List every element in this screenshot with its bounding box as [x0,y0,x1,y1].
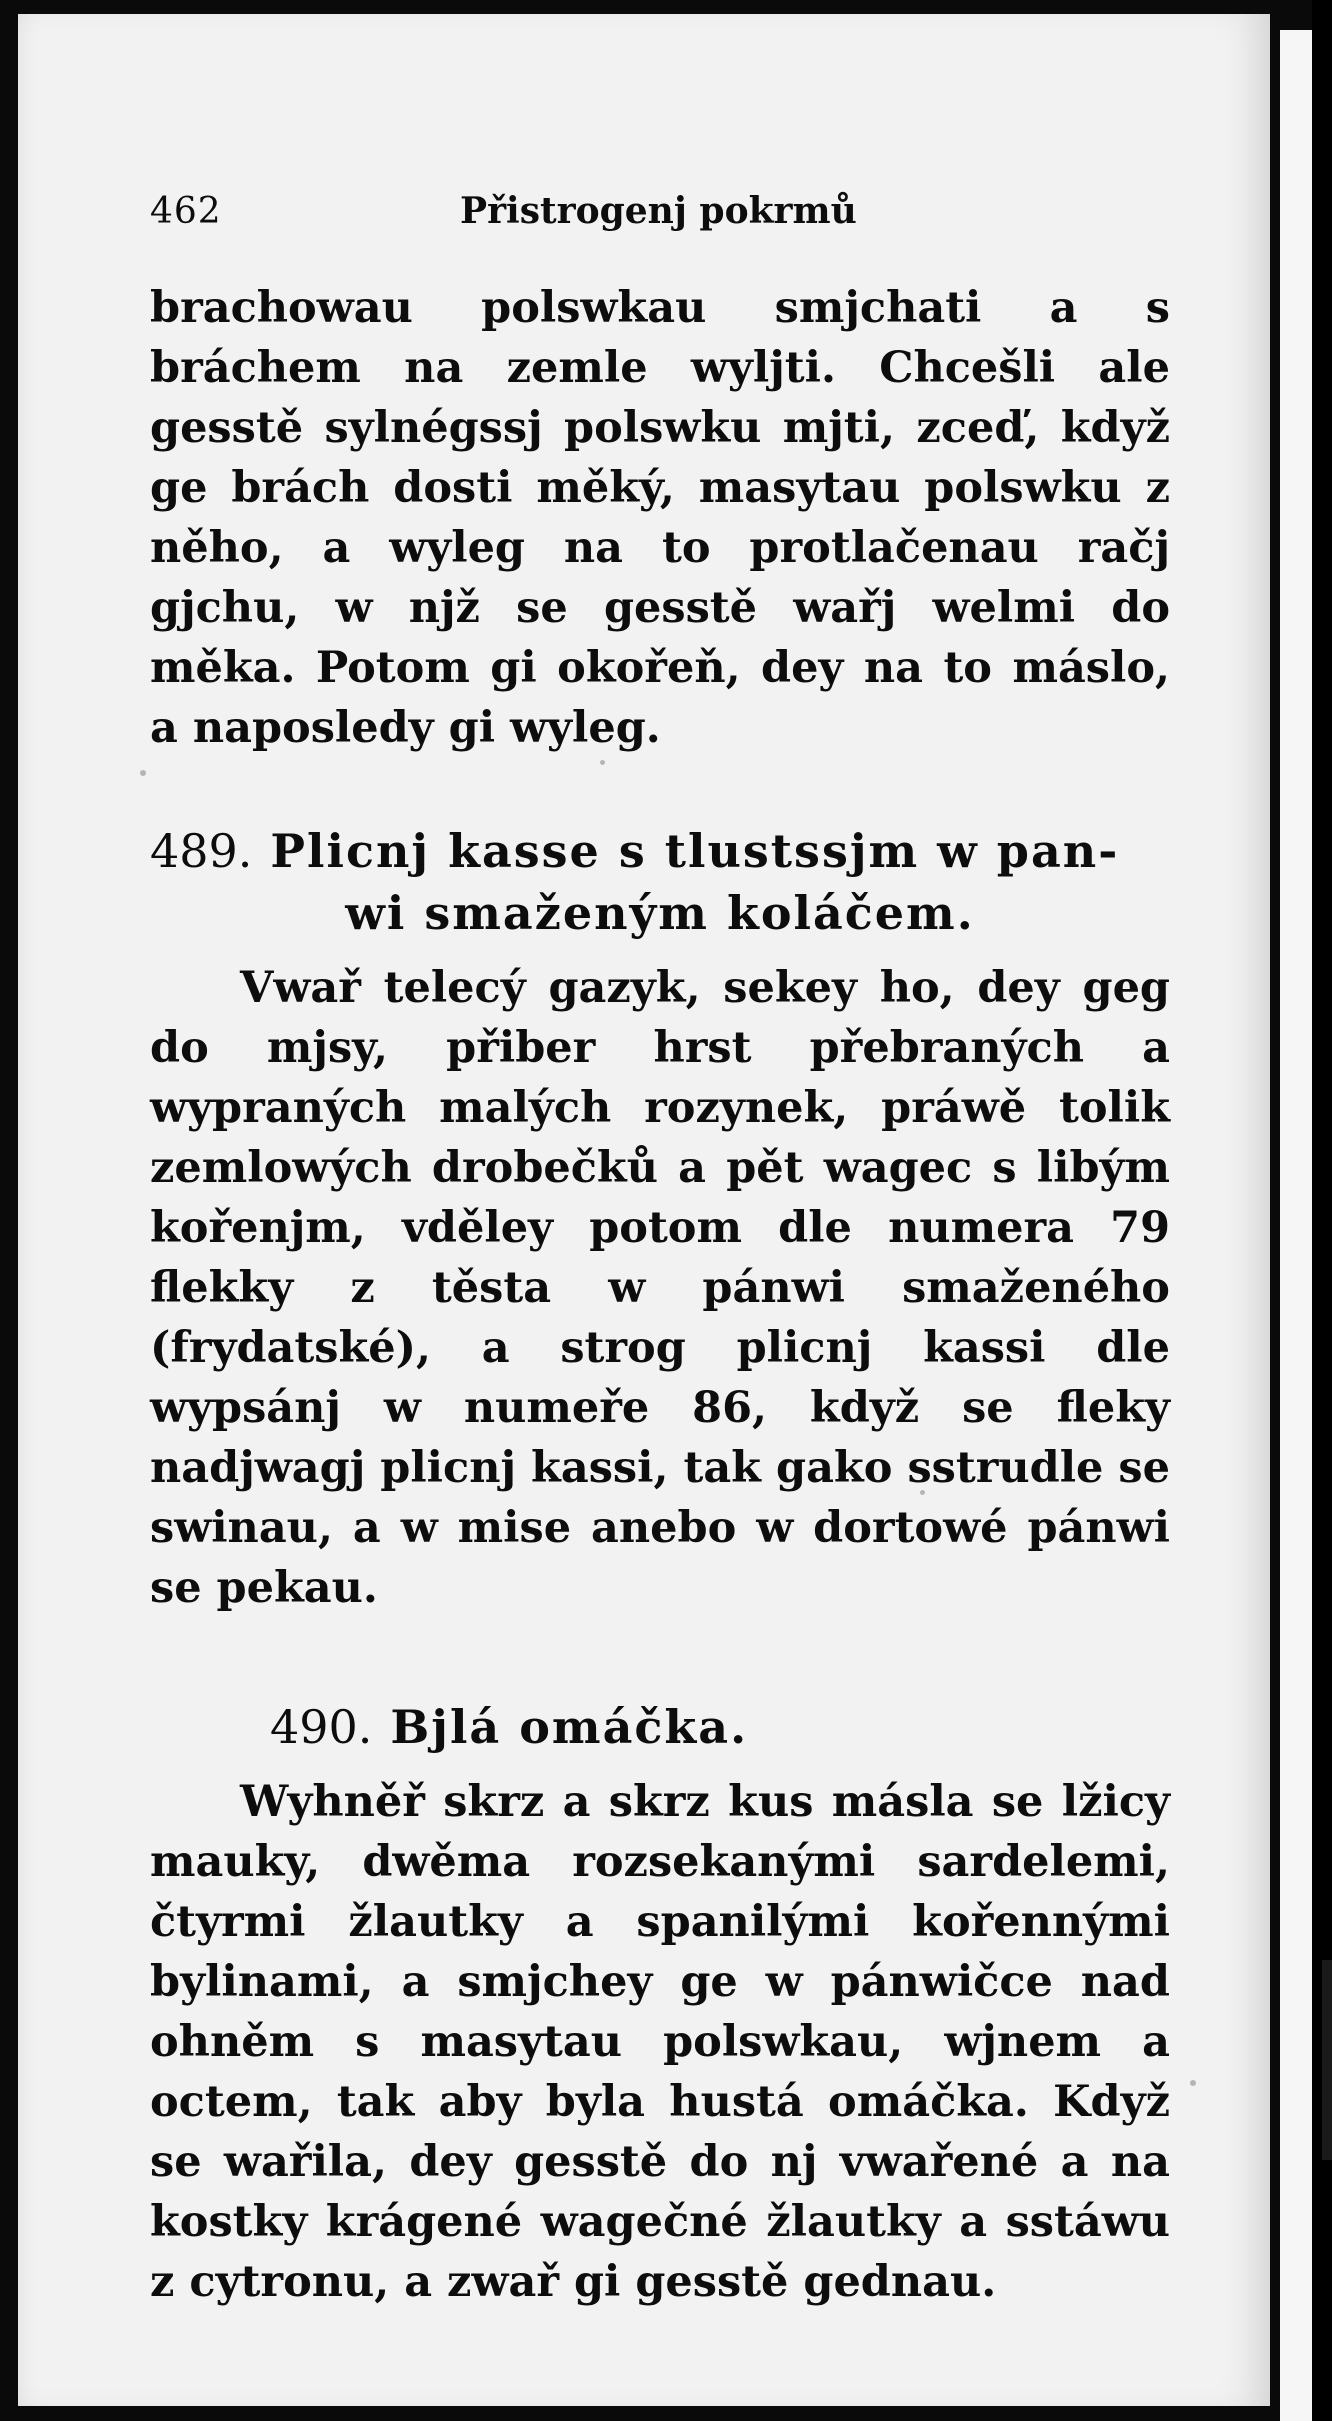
print-speckle [1190,2080,1196,2086]
recipe-489-heading [150,820,1170,944]
print-speckle [140,770,146,776]
recipe-490-body: Wyhněř skrz a skrz kus másla se lžicy mauky, dwěma rozsekanými sardelemi, čtyrmi žlautky a spanilými kořennými bylinami, a smjchey ge w pánwičce nad ohněm s masytau polswkau, wjnem a octem, tak aby byla hustá omáčka. Když se wařila, dey gesstě do nj vwařené a na kostky krágené wagečné žlautky a sstáwu z cytronu, a zwař gi gesstě gednau. [150,1777,1170,2307]
page-text [150,190,1170,2312]
recipe-490-title: Bjlá omáčka. [390,1700,749,1754]
recipe-490-heading [270,1696,1170,1758]
recipe-489-title-line2: wi smaženým koláčem. [345,886,975,940]
recipe-490-number: 490. [270,1700,373,1754]
continuation-paragraph: brachowau polswkau smjchati a s bráchem na zemle wyljti. Chcešli ale gesstě sylnégssj polswku mjti, zceď, když ge brách dosti měký, masytau polswku z něho, a wyleg na to protlačenau račj gjchu, w njž se gesstě wařj welmi do měka. Potom gi okořeň, dey na to máslo, a naposledy gi wyleg. [150,283,1170,753]
print-speckle [600,760,605,765]
page-number: 462 [150,191,222,232]
binding-mark [1322,1960,1332,2160]
print-speckle [210,2110,215,2115]
running-title: Přistrogenj pokrmů [460,190,857,232]
page-header [150,190,1170,250]
recipe-489-number: 489. [150,824,253,878]
recipe-489-body: Vwař telecý gazyk, sekey ho, dey geg do mjsy, přiber hrst přebraných a wypraných malých rozynek, práwě tolik zemlowých drobečků a pět wagec s libým kořenjm, vděley potom dle numera 79 flekky z těsta w pánwi smaženého (frydatské), a strog plicnj kassi dle wypsánj w numeře 86, když se fleky nadjwagj plicnj kassi, tak gako sstrudle se swinau, a w mise anebo w dortowé pánwi se pekau. [150,963,1170,1613]
recipe-489-title-line1: Plicnj kasse s tlustssjm w pan- [270,824,1120,878]
print-speckle [920,1490,925,1495]
